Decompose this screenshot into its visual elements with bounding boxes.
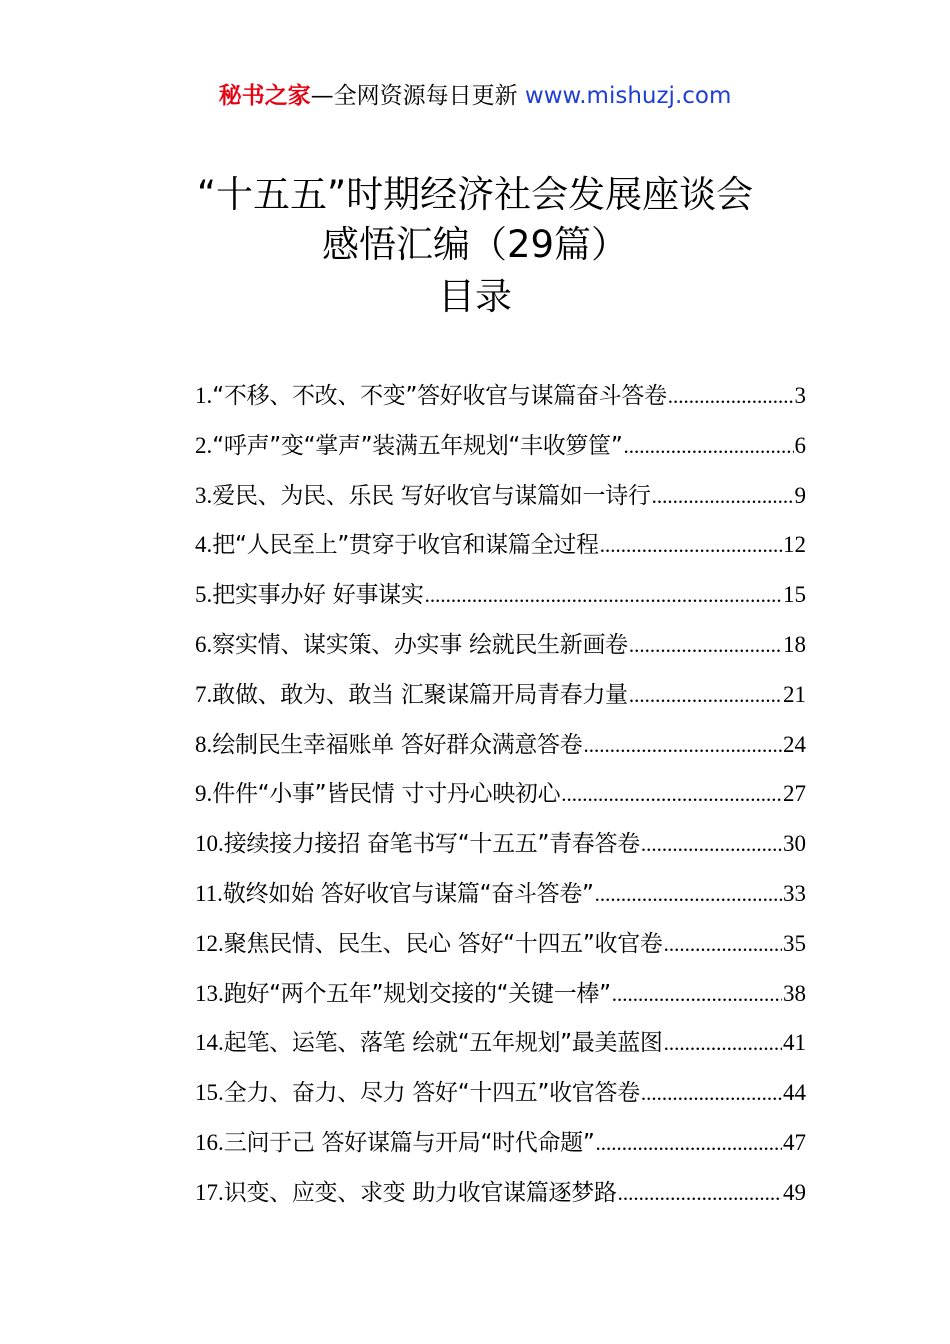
- toc-entry-title: “呼声”变“掌声”装满五年规划“丰收箩筐”: [212, 432, 623, 459]
- toc-entry-number: 1.: [195, 383, 213, 408]
- title-line-2: 感悟汇编（29篇）: [321, 223, 629, 266]
- toc-entry[interactable]: [195, 725, 806, 775]
- title-line-1: “十五五”时期经济社会发展座谈会: [196, 173, 754, 216]
- toc-entry[interactable]: [195, 625, 806, 675]
- toc-entry-title: 爱民、为民、乐民 写好收官与谋篇如一诗行: [212, 482, 651, 509]
- toc-entry-number: 7.: [195, 681, 213, 707]
- site-url[interactable]: www.mishuzj.com: [524, 83, 732, 109]
- toc-entry[interactable]: [195, 376, 806, 426]
- toc-entry-title: 敬终如始 答好收官与谋篇“奋斗答卷”: [222, 880, 594, 907]
- toc-entry-number: 13.: [195, 980, 224, 1006]
- site-header: [0, 78, 950, 114]
- toc-entry[interactable]: [195, 525, 806, 575]
- toc-entry-number: 8.: [195, 731, 213, 757]
- toc-entry-number: 17.: [195, 1179, 224, 1205]
- toc-entry-number: 12.: [195, 930, 224, 956]
- toc-entry-page: 38: [783, 980, 806, 1006]
- toc-entry-number: 16.: [195, 1129, 224, 1155]
- toc-entry-number: 10.: [195, 831, 224, 857]
- toc-entry-title: 全力、奋力、尽力 答好“十四五”收官答卷: [223, 1080, 640, 1107]
- toc-leader-dots: [641, 824, 782, 864]
- toc-entry[interactable]: [195, 924, 806, 974]
- toc-entry-page: 15: [783, 582, 806, 608]
- toc-entry-page: 49: [783, 1179, 806, 1205]
- header-tagline: —全网资源每日更新: [310, 83, 518, 109]
- toc-entry[interactable]: [195, 1173, 806, 1223]
- toc-entry-page: 18: [783, 631, 806, 657]
- toc-leader-dots: [595, 874, 782, 914]
- toc-entry-title: 起笔、运笔、落笔 绘就“五年规划”最美蓝图: [223, 1030, 663, 1057]
- toc-entry-page: 12: [783, 532, 806, 558]
- toc-leader-dots: [600, 525, 782, 565]
- toc-entry[interactable]: [195, 675, 806, 725]
- toc-entry-title: 接续接力接招 奋笔书写“十五五”青春答卷: [223, 831, 640, 858]
- toc-leader-dots: [629, 675, 782, 715]
- toc-entry-title: 把实事办好 好事谋实: [212, 582, 424, 609]
- toc-entry-title: 把“人民至上”贯穿于收官和谋篇全过程: [212, 532, 599, 559]
- toc-leader-dots: [612, 974, 782, 1014]
- toc-entry[interactable]: [195, 824, 806, 874]
- toc-entry-number: 5.: [195, 582, 213, 608]
- toc-leader-dots: [668, 376, 794, 416]
- toc-entry-page: 47: [783, 1129, 806, 1155]
- document-title: [0, 170, 950, 270]
- toc-leader-dots: [629, 625, 782, 665]
- toc-entry-title: 件件“小事”皆民情 寸寸丹心映初心: [212, 781, 561, 808]
- toc-leader-dots: [618, 1173, 782, 1213]
- toc-leader-dots: [425, 575, 782, 615]
- toc-entry-page: 24: [783, 731, 806, 757]
- toc-entry-number: 9.: [195, 781, 213, 807]
- toc-entry-number: 6.: [195, 631, 213, 657]
- toc-leader-dots: [623, 426, 793, 466]
- toc-entry-page: 44: [783, 1080, 806, 1106]
- toc-entry[interactable]: [195, 575, 806, 625]
- toc-entry-page: 9: [794, 482, 806, 508]
- toc-entry-number: 11.: [195, 880, 223, 906]
- toc-entry[interactable]: [195, 476, 806, 526]
- toc-entry[interactable]: [195, 874, 806, 924]
- toc-entry-page: 35: [783, 930, 806, 956]
- toc-heading: 目录: [438, 275, 512, 318]
- toc-entry-page: 41: [783, 1030, 806, 1056]
- toc-entry-page: 3: [794, 383, 806, 408]
- toc-leader-dots: [561, 774, 782, 814]
- toc-entry-page: 21: [783, 681, 806, 707]
- toc-entry[interactable]: [195, 974, 806, 1024]
- toc-entry-number: 2.: [195, 432, 213, 458]
- toc-entry-number: 3.: [195, 482, 213, 508]
- toc-entry-title: 跑好“两个五年”规划交接的“关键一棒”: [223, 980, 611, 1007]
- toc-entry-number: 14.: [195, 1030, 224, 1056]
- toc-leader-dots: [652, 476, 794, 516]
- brand-name: 秘书之家: [218, 83, 311, 109]
- toc-entry[interactable]: [195, 774, 806, 824]
- toc-leader-dots: [641, 1073, 782, 1113]
- toc-entry-number: 4.: [195, 532, 213, 558]
- toc-entry-number: 15.: [195, 1080, 224, 1106]
- toc-entry-page: 33: [783, 880, 806, 906]
- toc-leader-dots: [664, 1023, 782, 1063]
- toc-leader-dots: [596, 1123, 783, 1163]
- toc-entry-title: 聚焦民情、民生、民心 答好“十四五”收官卷: [223, 930, 663, 957]
- toc-entry-title: 敢做、敢为、敢当 汇聚谋篇开局青春力量: [212, 681, 628, 708]
- toc-entry-title: 察实情、谋实策、办实事 绘就民生新画卷: [212, 631, 628, 658]
- table-of-contents: [195, 376, 806, 1223]
- toc-entry-title: 三问于己 答好谋篇与开局“时代命题”: [223, 1129, 595, 1156]
- toc-entry[interactable]: [195, 1023, 806, 1073]
- toc-entry-page: 27: [783, 781, 806, 807]
- toc-entry-title: 识变、应变、求变 助力收官谋篇逐梦路: [223, 1179, 617, 1206]
- toc-entry[interactable]: [195, 1123, 806, 1173]
- toc-entry-page: 30: [783, 831, 806, 857]
- toc-entry-title: “不移、不改、不变”答好收官与谋篇奋斗答卷: [212, 383, 667, 409]
- toc-entry-title: 绘制民生幸福账单 答好群众满意答卷: [212, 731, 583, 758]
- toc-entry-page: 6: [794, 432, 806, 458]
- toc-leader-dots: [583, 725, 782, 765]
- toc-entry[interactable]: [195, 426, 806, 476]
- toc-entry[interactable]: [195, 1073, 806, 1123]
- toc-leader-dots: [664, 924, 782, 964]
